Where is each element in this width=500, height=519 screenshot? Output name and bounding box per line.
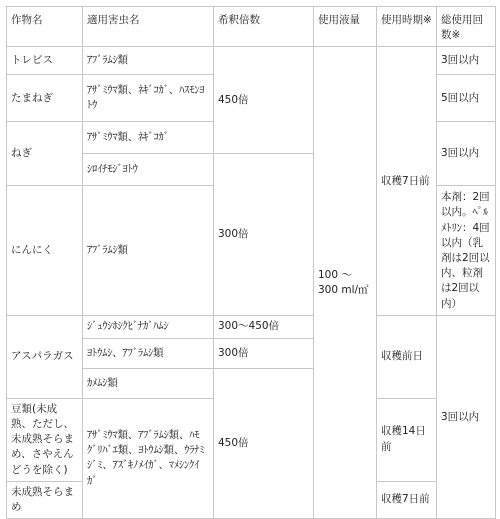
header-crop: 作物名 (7, 7, 83, 47)
crop-trevis: トレビス (7, 47, 83, 75)
crop-onion: たまねぎ (7, 75, 83, 122)
header-volume: 使用液量 (314, 7, 377, 47)
total-onion: 5回以内 (437, 75, 496, 122)
total-garlic: 本剤：2回以内。ﾍﾟﾙﾒﾄﾘﾝ：4回以内（乳剤は2回以内、粒剤は2回以内） (437, 186, 496, 316)
crop-garlic: にんにく (7, 186, 83, 316)
total-3-bottom: 3回以内 (437, 316, 496, 519)
header-pest: 適用害虫名 (83, 7, 214, 47)
pest-beans: ｱｻﾞﾐｳﾏ類、ｱﾌﾞﾗﾑｼ類、ﾊﾓｸﾞﾘﾊﾞｴ類、ﾖﾄｳﾑｼ類、ｳﾗﾅﾐｼﾞﾐ、ｱｽﾞｷﾉﾒｲｶﾞ、ﾏﾒｼﾝｸｲｶﾞ (83, 398, 214, 519)
pest-onion: ｱｻﾞﾐｳﾏ類、ﾈｷﾞｺｶﾞ、ﾊｽﾓﾝﾖﾄｳ (83, 75, 214, 122)
pest-negi-1: ｱｻﾞﾐｳﾏ類、ﾈｷﾞｺｶﾞ (83, 122, 214, 154)
table-row (7, 47, 496, 75)
dilution-450-top: 450倍 (214, 47, 314, 154)
timing-7-days-top: 収穫7日前 (377, 47, 437, 316)
header-timing: 使用時期※ (377, 7, 437, 47)
pest-asparagus-3: ｶﾒﾑｼ類 (83, 368, 214, 398)
table-row (7, 316, 496, 338)
pest-asparagus-2: ﾖﾄｳﾑｼ、ｱﾌﾞﾗﾑｼ類 (83, 338, 214, 368)
dilution-asparagus-2: 300倍 (214, 338, 314, 368)
timing-14-days: 収穫14日前 (377, 398, 437, 481)
pest-garlic: ｱﾌﾞﾗﾑｼ類 (83, 186, 214, 316)
volume-shared: 100 ～ 300 ml/㎡ (314, 47, 377, 519)
crop-asparagus: アスパラガス (7, 316, 83, 398)
header-total: 総使用回数※ (437, 7, 496, 47)
crop-beans: 豆類(未成熟、ただし、未成熟そらまめ、さやえんどうを除く) (7, 398, 83, 481)
total-negi: 3回以内 (437, 122, 496, 186)
dilution-asparagus-1: 300～450倍 (214, 316, 314, 338)
header-row (7, 7, 496, 47)
timing-7-days-fava: 収穫7日前 (377, 481, 437, 518)
dilution-300-garlic: 300倍 (214, 154, 314, 316)
pest-negi-2: ｼﾛｲﾁﾓｼﾞﾖﾄｳ (83, 154, 214, 186)
header-dilution: 希釈倍数 (214, 7, 314, 47)
pesticide-usage-table (6, 6, 496, 519)
crop-fava: 未成熟そらまめ (7, 481, 83, 518)
timing-day-before: 収穫前日 (377, 316, 437, 398)
crop-negi: ねぎ (7, 122, 83, 186)
pest-trevis: ｱﾌﾞﾗﾑｼ類 (83, 47, 214, 75)
pest-asparagus-1: ｼﾞｭｳｼﾎｼｸﾋﾞﾅｶﾞﾊﾑｼ (83, 316, 214, 338)
total-trevis: 3回以内 (437, 47, 496, 75)
dilution-450-bottom: 450倍 (214, 368, 314, 519)
